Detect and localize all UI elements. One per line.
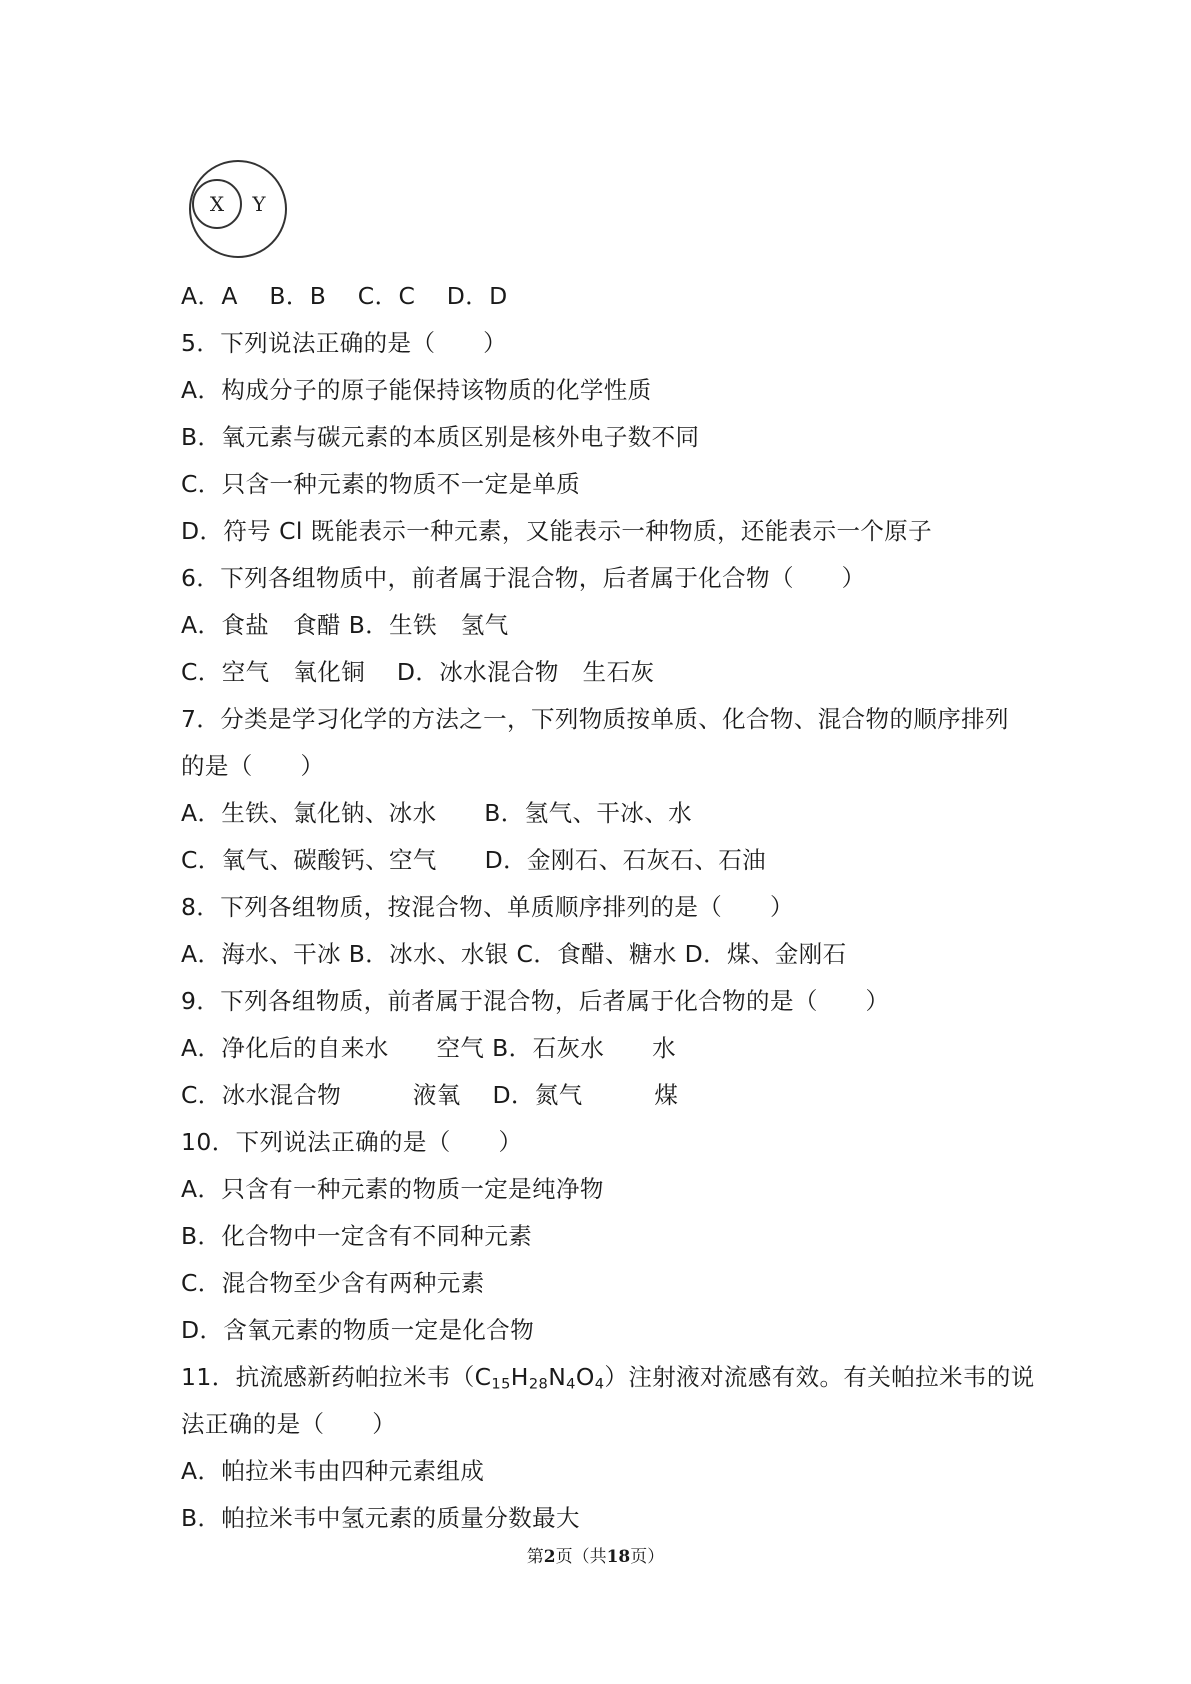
footer-post: 页） xyxy=(630,1547,665,1567)
question-list xyxy=(181,273,1041,1542)
q11-option-b: B．帕拉米韦中氢元素的质量分数最大 xyxy=(181,1504,580,1532)
venn-diagram xyxy=(184,158,292,260)
q10-option-a: A．只含有一种元素的物质一定是纯净物 xyxy=(181,1175,604,1203)
q11-stem-line1 xyxy=(181,1354,1041,1401)
chemical-formula xyxy=(475,1363,605,1391)
q5-option-c: C．只含一种元素的物质不一定是单质 xyxy=(181,470,581,498)
q9-options-ab: A．净化后的自来水 空气 B．石灰水 水 xyxy=(181,1034,676,1062)
q10-option-b: B．化合物中一定含有不同种元素 xyxy=(181,1222,533,1250)
q6-options-cd: C．空气 氧化铜 D．冰水混合物 生石灰 xyxy=(181,658,655,686)
q11-stem-line2: 法正确的是（ ） xyxy=(181,1410,397,1438)
q7-options-cd: C．氧气、碳酸钙、空气 D．金刚石、石灰石、石油 xyxy=(181,846,767,874)
formula-h: H xyxy=(510,1363,529,1391)
formula-c-sub: 15 xyxy=(491,1375,511,1393)
q8-stem: 8．下列各组物质，按混合物、单质顺序排列的是（ ） xyxy=(181,893,794,921)
q5-option-d: D．符号 Cl 既能表示一种元素，又能表示一种物质，还能表示一个原子 xyxy=(181,517,933,545)
q6-options-ab: A．食盐 食醋 B．生铁 氢气 xyxy=(181,611,509,639)
label-x: X xyxy=(209,192,225,216)
formula-h-sub: 28 xyxy=(528,1375,549,1393)
q5-stem: 5．下列说法正确的是（ ） xyxy=(181,329,508,357)
formula-o-sub: 4 xyxy=(594,1375,605,1393)
q10-option-c: C．混合物至少含有两种元素 xyxy=(181,1269,485,1297)
page-footer xyxy=(0,1542,1191,1567)
footer-mid: 页（共 xyxy=(555,1547,607,1567)
q5-option-b: B．氧元素与碳元素的本质区别是核外电子数不同 xyxy=(181,423,700,451)
q9-stem: 9．下列各组物质，前者属于混合物，后者属于化合物的是（ ） xyxy=(181,987,890,1015)
q11-option-a: A．帕拉米韦由四种元素组成 xyxy=(181,1457,485,1485)
q4-options: A．A B．B C．C D．D xyxy=(181,282,508,310)
q7-stem-line2: 的是（ ） xyxy=(181,752,325,780)
formula-n: N xyxy=(548,1363,567,1391)
q10-stem: 10．下列说法正确的是（ ） xyxy=(181,1128,523,1156)
page-number: 2 xyxy=(543,1547,556,1567)
total-pages: 18 xyxy=(606,1547,631,1567)
q11-prefix: 11．抗流感新药帕拉米韦（ xyxy=(181,1363,475,1391)
q7-options-ab: A．生铁、氯化钠、冰水 B．氢气、干冰、水 xyxy=(181,799,692,827)
label-y: Y xyxy=(252,192,266,216)
q10-option-d: D．含氧元素的物质一定是化合物 xyxy=(181,1316,535,1344)
footer-pre: 第 xyxy=(526,1547,544,1567)
q5-option-a: A．构成分子的原子能保持该物质的化学性质 xyxy=(181,376,652,404)
q6-stem: 6．下列各组物质中，前者属于混合物，后者属于化合物（ ） xyxy=(181,564,866,592)
q7-stem-line1: 7．分类是学习化学的方法之一，下列物质按单质、化合物、混合物的顺序排列 xyxy=(181,705,1009,733)
formula-o: O xyxy=(575,1363,595,1391)
q11-suffix: ）注射液对流感有效。有关帕拉米韦的说 xyxy=(604,1363,1035,1391)
outer-circle-y xyxy=(190,161,286,257)
formula-c: C xyxy=(474,1363,492,1391)
formula-n-sub: 4 xyxy=(566,1375,576,1393)
q9-options-cd: C．冰水混合物 液氧 D．氮气 煤 xyxy=(181,1081,679,1109)
q8-options: A．海水、干冰 B．冰水、水银 C．食醋、糖水 D．煤、金刚石 xyxy=(181,940,847,968)
